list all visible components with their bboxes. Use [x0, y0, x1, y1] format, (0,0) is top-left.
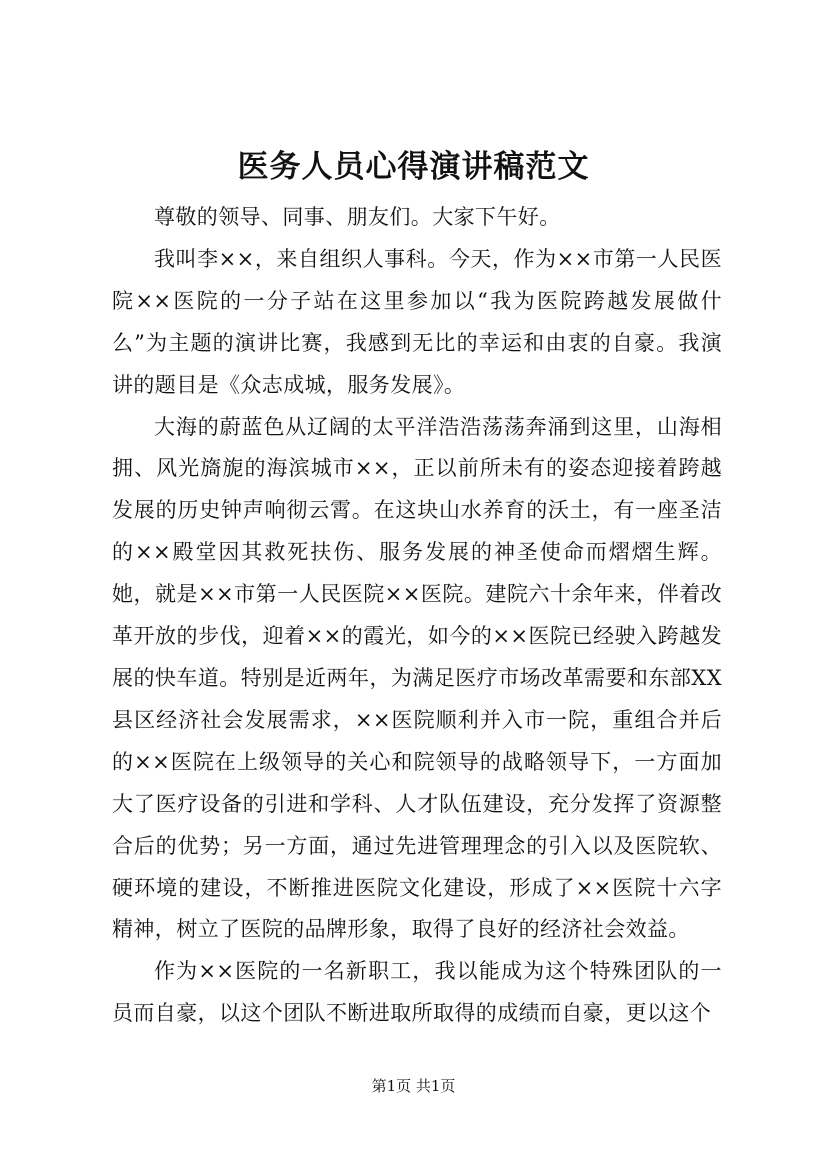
- paragraph-introduction: 我叫李××，来自组织人事科。今天，作为××市第一人民医院××医院的一分子站在这里参加以“我为医院跨越发展做什么”为主题的演讲比赛，我感到无比的幸运和由衷的自豪。我演讲的题目是《众志成城，服务发展》。: [112, 246, 722, 397]
- paragraph-new-employee: 作为××医院的一名新职工，我以能成为这个特殊团队的一员而自豪，以这个团队不断进取所取得的成绩而自豪，更以这个: [112, 959, 722, 1026]
- paragraph-greeting: 尊敬的领导、同事、朋友们。大家下午好。: [154, 205, 561, 229]
- document-body: [112, 197, 722, 1035]
- paragraph-hospital-description: 大海的蔚蓝色从辽阔的太平洋浩浩荡荡奔涌到这里，山海相拥、风光旖旎的海滨城市××，正以前所未有的姿态迎接着跨越发展的历史钟声响彻云霄。在这块山水养育的沃土，有一座圣洁的××殿堂因其救死扶伤、服务发展的神圣使命而熠熠生辉。她，就是××市第一人民医院××医院。建院六十余年来，伴着改革开放的步伐，迎着××的霞光，如今的××医院已经驶入跨越发展的快车道。特别是近两年，为满足医疗市场改革需要和东部XX县区经济社会发展需求，××医院顺利并入市一院，重组合并后的××医院在上级领导的关心和院领导的战略领导下，一方面加大了医疗设备的引进和学科、人才队伍建设，充分发挥了资源整合后的优势；另一方面，通过先进管理理念的引入以及医院软、硬环境的建设，不断推进医院文化建设，形成了××医院十六字精神，树立了医院的品牌形象，取得了良好的经济社会效益。: [112, 414, 722, 942]
- document-title: 医务人员心得演讲稿范文: [237, 149, 590, 185]
- page-number-footer: 第1页 共1页: [371, 1077, 456, 1095]
